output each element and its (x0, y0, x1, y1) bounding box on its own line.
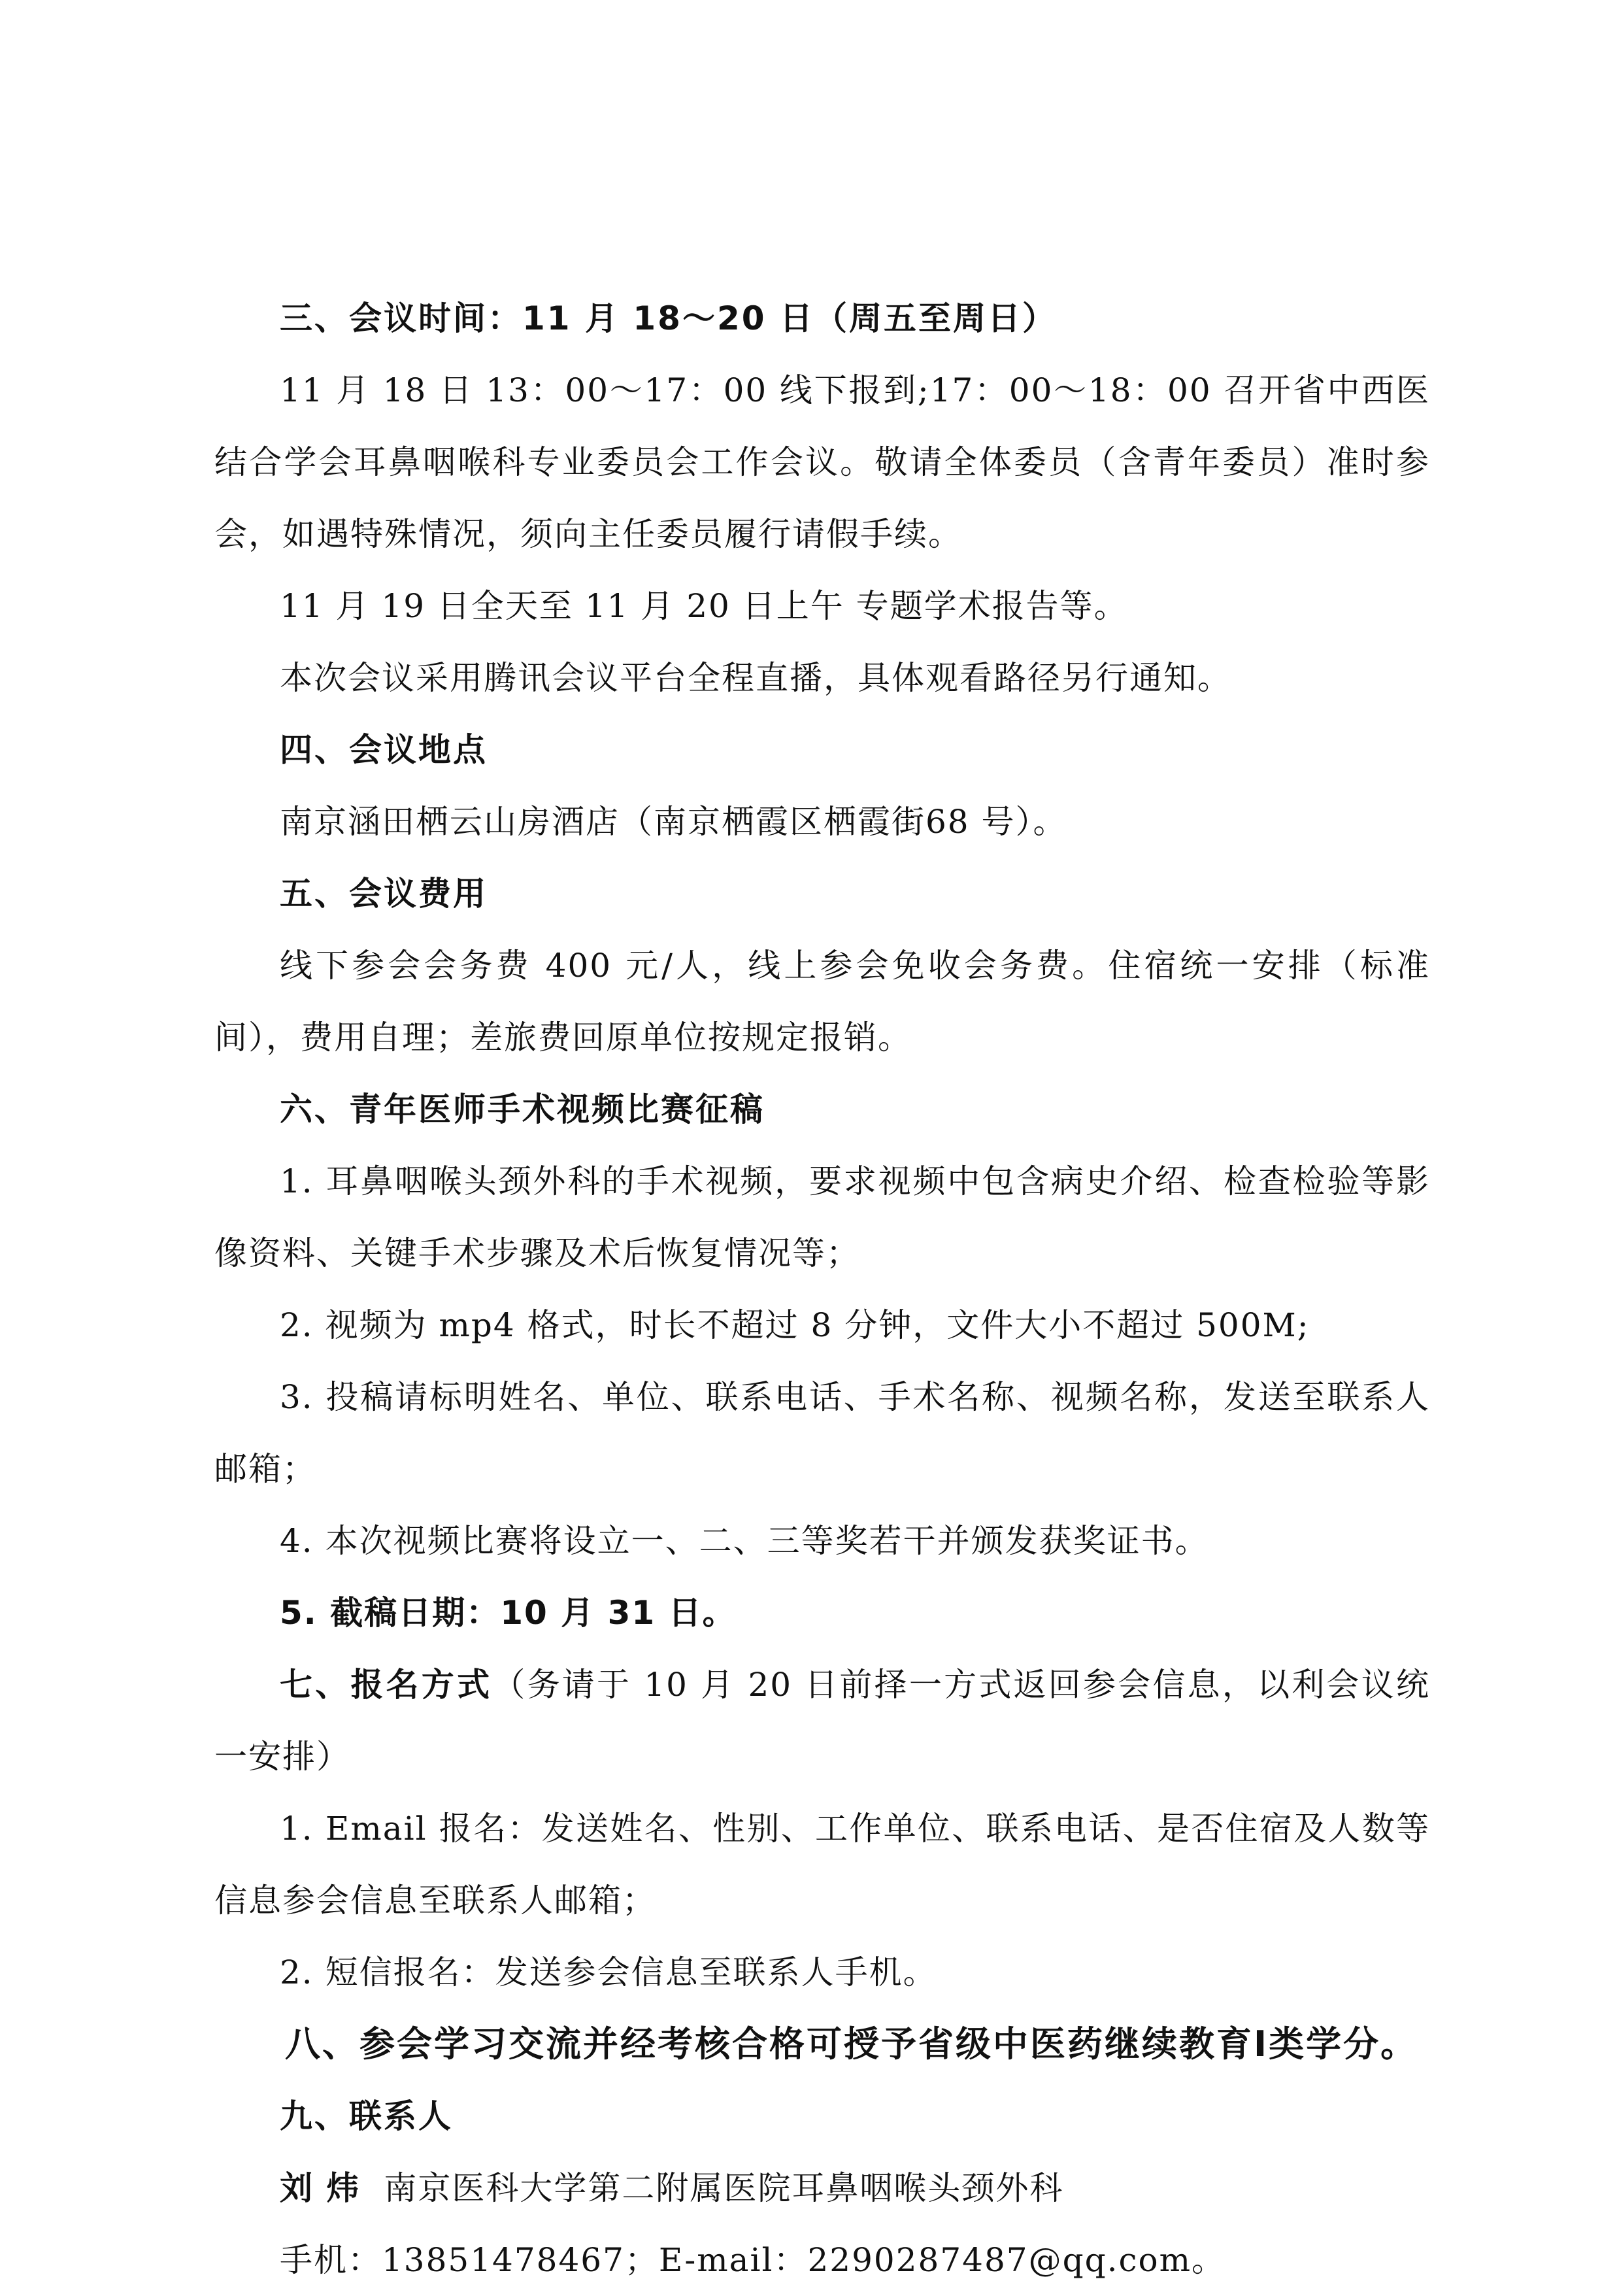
document-body (214, 282, 1430, 2296)
section-8-heading: 八、参会学习交流并经考核合格可授予省级中医药继续教育Ⅰ类学分。 (285, 2023, 1418, 2065)
contact-line (214, 2152, 1430, 2224)
section-4-heading: 四、会议地点 (280, 731, 488, 769)
section-4-paragraph-1: 南京涵田栖云山房酒店（南京栖霞区栖霞街68 号）。 (280, 803, 1067, 841)
section-6-item-4: 4. 本次视频比赛将设立一、二、三等奖若干并颁发获奖证书。 (280, 1522, 1209, 1560)
section-7-heading: 七、报名方式 (280, 1666, 493, 1704)
section-9-heading: 九、联系人 (280, 2097, 453, 2135)
section-3-paragraph-3: 本次会议采用腾讯会议平台全程直播，具体观看路径另行通知。 (280, 659, 1231, 697)
section-6-item-2: 2. 视频为 mp4 格式，时长不超过 8 分钟，文件大小不超过 500M; (280, 1306, 1310, 1344)
section-6-item-1: 1. 耳鼻咽喉头颈外科的手术视频，要求视频中包含病史介绍、检查检验等影像资料、关键手术步骤及术后恢复情况等； (214, 1162, 1430, 1272)
contact-name: 刘 炜 (280, 2169, 361, 2207)
section-6-heading: 六、青年医师手术视频比赛征稿 (280, 1090, 765, 1128)
section-7-item-2: 2. 短信报名：发送参会信息至联系人手机。 (280, 1953, 937, 1991)
section-3-heading: 三、会议时间：11 月 18～20 日（周五至周日） (280, 299, 1057, 337)
section-7-heading-line (214, 1649, 1430, 1793)
section-3-paragraph-2: 11 月 19 日全天至 11 月 20 日上午 专题学术报告等。 (280, 587, 1128, 625)
section-5-paragraph-1: 线下参会会务费 400 元/人，线上参会免收会务费。住宿统一安排（标准间），费用自理；差旅费回原单位按规定报销。 (214, 947, 1430, 1056)
section-7-note: （务请于 10 月 20 日前择一方式返回参会信息，以利会议统一安排） (214, 1666, 1431, 1776)
contact-organization: 南京医科大学第二附属医院耳鼻咽喉头颈外科 (384, 2169, 1064, 2207)
contact-phone-email: 手机：13851478467；E-mail：2290287487@qq.com。 (280, 2241, 1225, 2279)
section-7-item-1: 1. Email 报名：发送姓名、性别、工作单位、联系电话、是否住宿及人数等信息参会信息至联系人邮箱； (214, 1810, 1430, 1919)
section-6-item-5: 5. 截稿日期：10 月 31 日。 (280, 1594, 737, 1632)
section-3-paragraph-1: 11 月 18 日 13：00～17：00 线下报到;17：00～18：00 召开省中西医结合学会耳鼻咽喉科专业委员会工作会议。敬请全体委员（含青年委员）准时参会，如遇特殊情况，须向主任委员履行请假手续。 (214, 371, 1430, 553)
section-5-heading: 五、会议费用 (280, 875, 488, 913)
section-6-item-3: 3. 投稿请标明姓名、单位、联系电话、手术名称、视频名称，发送至联系人邮箱； (214, 1378, 1430, 1488)
